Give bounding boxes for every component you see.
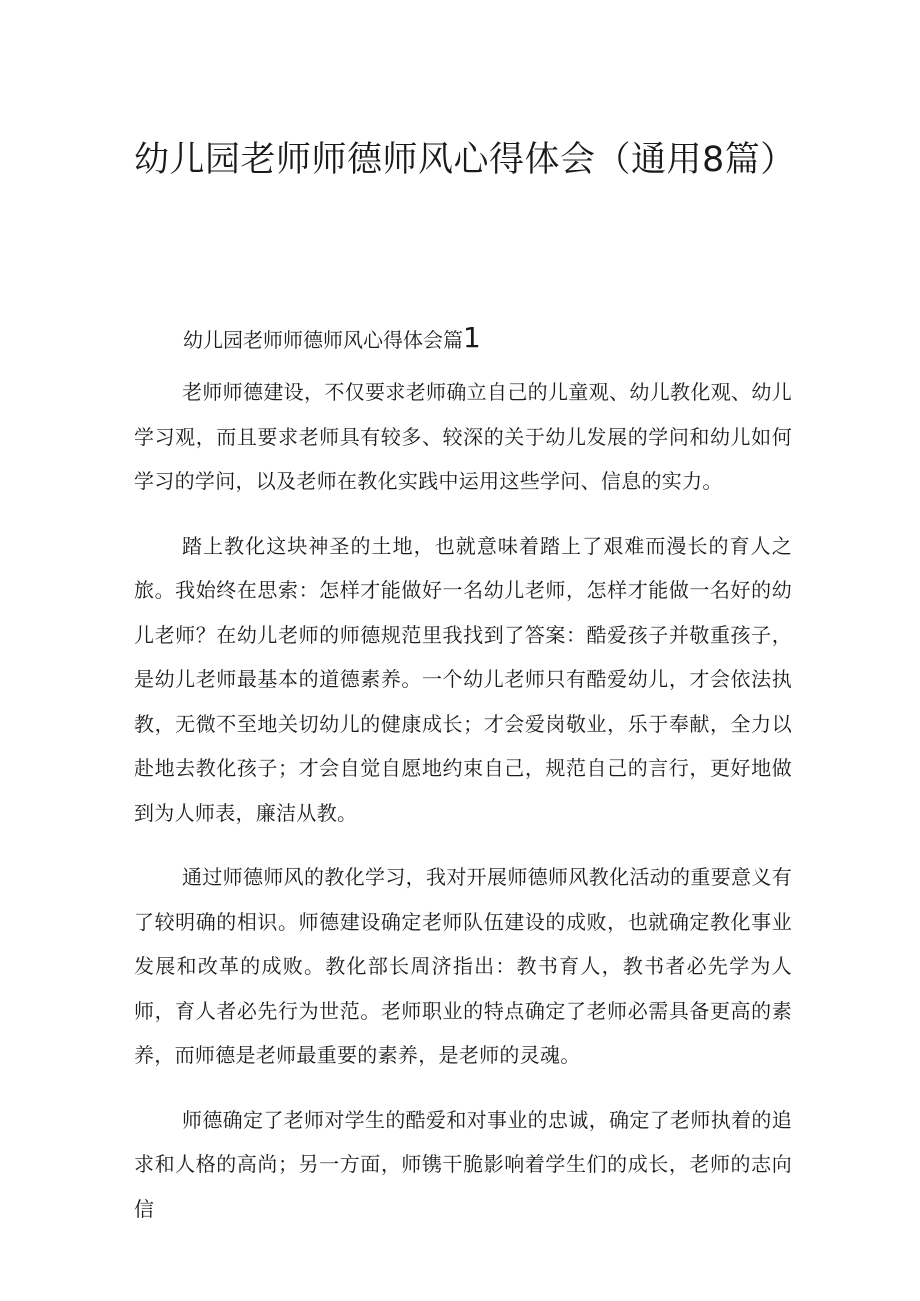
paragraph-3: 通过师德师风的教化学习，我对开展师德师风教化活动的重要意义有了较明确的相识。师德建设确定老师队伍建设的成败，也就确定教化事业发展和改革的成败。教化部长周济指出：教书育人，教书者必先学为人师，育人者必先行为世范。老师职业的特点确定了老师必需具备更高的素养，而师德是老师最重要的素养，是老师的灵魂。 — [134, 865, 792, 1067]
section-heading-text: 幼儿园老师师德师风心得体会篇 — [183, 328, 463, 352]
paragraph-1: 老师师德建设，不仅要求老师确立自己的儿童观、幼儿教化观、幼儿学习观，而且要求老师具有较多、较深的关于幼儿发展的学问和幼儿如何学习的学问，以及老师在教化实践中运用这些学问、信息的实力。 — [134, 380, 792, 493]
section-heading-number: 1 — [463, 321, 481, 354]
document-title: 幼儿园老师师德师风心得体会（通用8篇） — [134, 140, 796, 180]
paragraph-2: 踏上教化这块神圣的土地，也就意味着踏上了艰难而漫长的育人之旅。我始终在思索：怎样才能做好一名幼儿老师，怎样才能做一名好的幼儿老师？在幼儿老师的师德规范里我找到了答案：酷爱孩子并敬重孩子，是幼儿老师最基本的道德素养。一个幼儿老师只有酷爱幼儿，才会依法执教，无微不至地关切幼儿的健康成长；才会爱岗敬业，乐于奉献，全力以赴地去教化孩子；才会自觉自愿地约束自己，规范自己的言行，更好地做到为人师表，廉洁从教。 — [134, 533, 792, 825]
paragraph-4: 师德确定了老师对学生的酷爱和对事业的忠诚，确定了老师执着的追求和人格的高尚；另一方面，师镌干脆影响着学生们的成长，老师的志向信 — [134, 1107, 792, 1221]
section-heading — [183, 322, 481, 356]
document-body — [134, 370, 792, 1251]
